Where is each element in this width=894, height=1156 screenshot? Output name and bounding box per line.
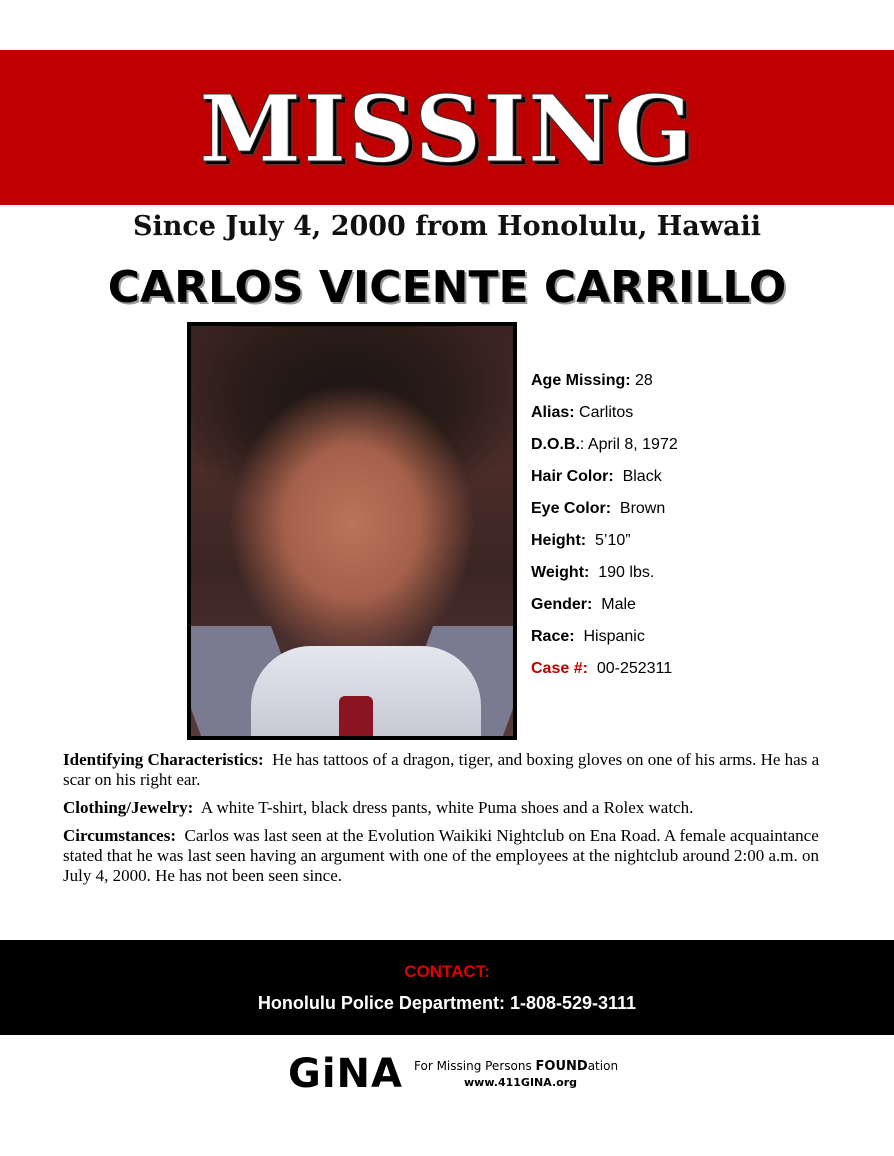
- detail-label: Age Missing:: [531, 372, 631, 389]
- clothing-jewelry: [63, 798, 843, 818]
- detail-label: Hair Color:: [531, 468, 614, 485]
- contact-label: CONTACT:: [404, 962, 490, 981]
- detail-race: [531, 624, 871, 656]
- detail-value: 00-252311: [587, 660, 673, 677]
- detail-value: Male: [592, 596, 636, 613]
- gina-tagline-suffix: ation: [587, 1059, 619, 1073]
- identifying-text: He has tattoos of a dragon, tiger, and boxing gloves on one of his arms. He has a scar on his right ear.: [63, 750, 824, 789]
- detail-label: Alias:: [531, 404, 575, 421]
- detail-height: [531, 528, 871, 560]
- detail-hair-color: [531, 464, 871, 496]
- detail-value: Carlitos: [574, 404, 634, 421]
- detail-gender: [531, 592, 871, 624]
- detail-alias: [531, 400, 871, 432]
- missing-title: MISSING: [199, 75, 695, 183]
- detail-eye-color: [531, 496, 871, 528]
- detail-dob: [531, 432, 871, 464]
- detail-label: Eye Color:: [531, 500, 612, 517]
- gina-logo-wordmark: GiNA: [288, 1051, 403, 1097]
- detail-value: Hispanic: [574, 628, 645, 645]
- detail-label: D.O.B.: [531, 436, 580, 453]
- contact-phone-line: Honolulu Police Department: 1-808-529-3111: [257, 993, 637, 1013]
- detail-age-missing: [531, 368, 871, 400]
- gina-logo: [288, 1050, 628, 1100]
- gina-tagline-bold: FOUND: [535, 1059, 588, 1074]
- gina-tagline-prefix: For Missing Persons: [414, 1059, 536, 1073]
- detail-label: Race:: [531, 628, 575, 645]
- gina-website-link[interactable]: www.411GINA.org: [464, 1076, 578, 1089]
- detail-label: Gender:: [531, 596, 593, 613]
- person-photo: [187, 322, 517, 740]
- detail-value: Brown: [611, 500, 666, 517]
- detail-value: 28: [630, 372, 653, 389]
- photo-tie: [339, 696, 373, 736]
- detail-value: : April 8, 1972: [579, 436, 678, 453]
- detail-label: Weight:: [531, 564, 590, 581]
- person-details: [531, 368, 871, 688]
- detail-value: 5’10”: [586, 532, 631, 549]
- case-description: [63, 750, 843, 894]
- missing-since-subtitle: Since July 4, 2000 from Honolulu, Hawaii: [132, 211, 762, 242]
- detail-value: Black: [613, 468, 662, 485]
- detail-weight: [531, 560, 871, 592]
- detail-case-number: [531, 656, 871, 688]
- circumstances-text: Carlos was last seen at the Evolution Waikiki Nightclub on Ena Road. A female acquaintance stated that he was last seen having an argument with one of the employees at the nightclub around 2:00 a.m. on July 4, 2000. He has not been seen since.: [63, 826, 824, 885]
- detail-label: Case #:: [531, 660, 588, 677]
- detail-value: 190 lbs.: [589, 564, 655, 581]
- circumstances: [63, 826, 843, 886]
- identifying-label: Identifying Characteristics:: [63, 750, 264, 769]
- detail-label: Height:: [531, 532, 587, 549]
- identifying-characteristics: [63, 750, 843, 790]
- circumstances-label: Circumstances:: [63, 826, 176, 845]
- clothing-text: A white T-shirt, black dress pants, white Puma shoes and a Rolex watch.: [193, 798, 694, 817]
- gina-tagline: [414, 1058, 618, 1075]
- person-name: CARLOS VICENTE CARRILLO: [107, 262, 787, 313]
- clothing-label: Clothing/Jewelry:: [63, 798, 194, 817]
- contact-bar: [0, 940, 894, 1035]
